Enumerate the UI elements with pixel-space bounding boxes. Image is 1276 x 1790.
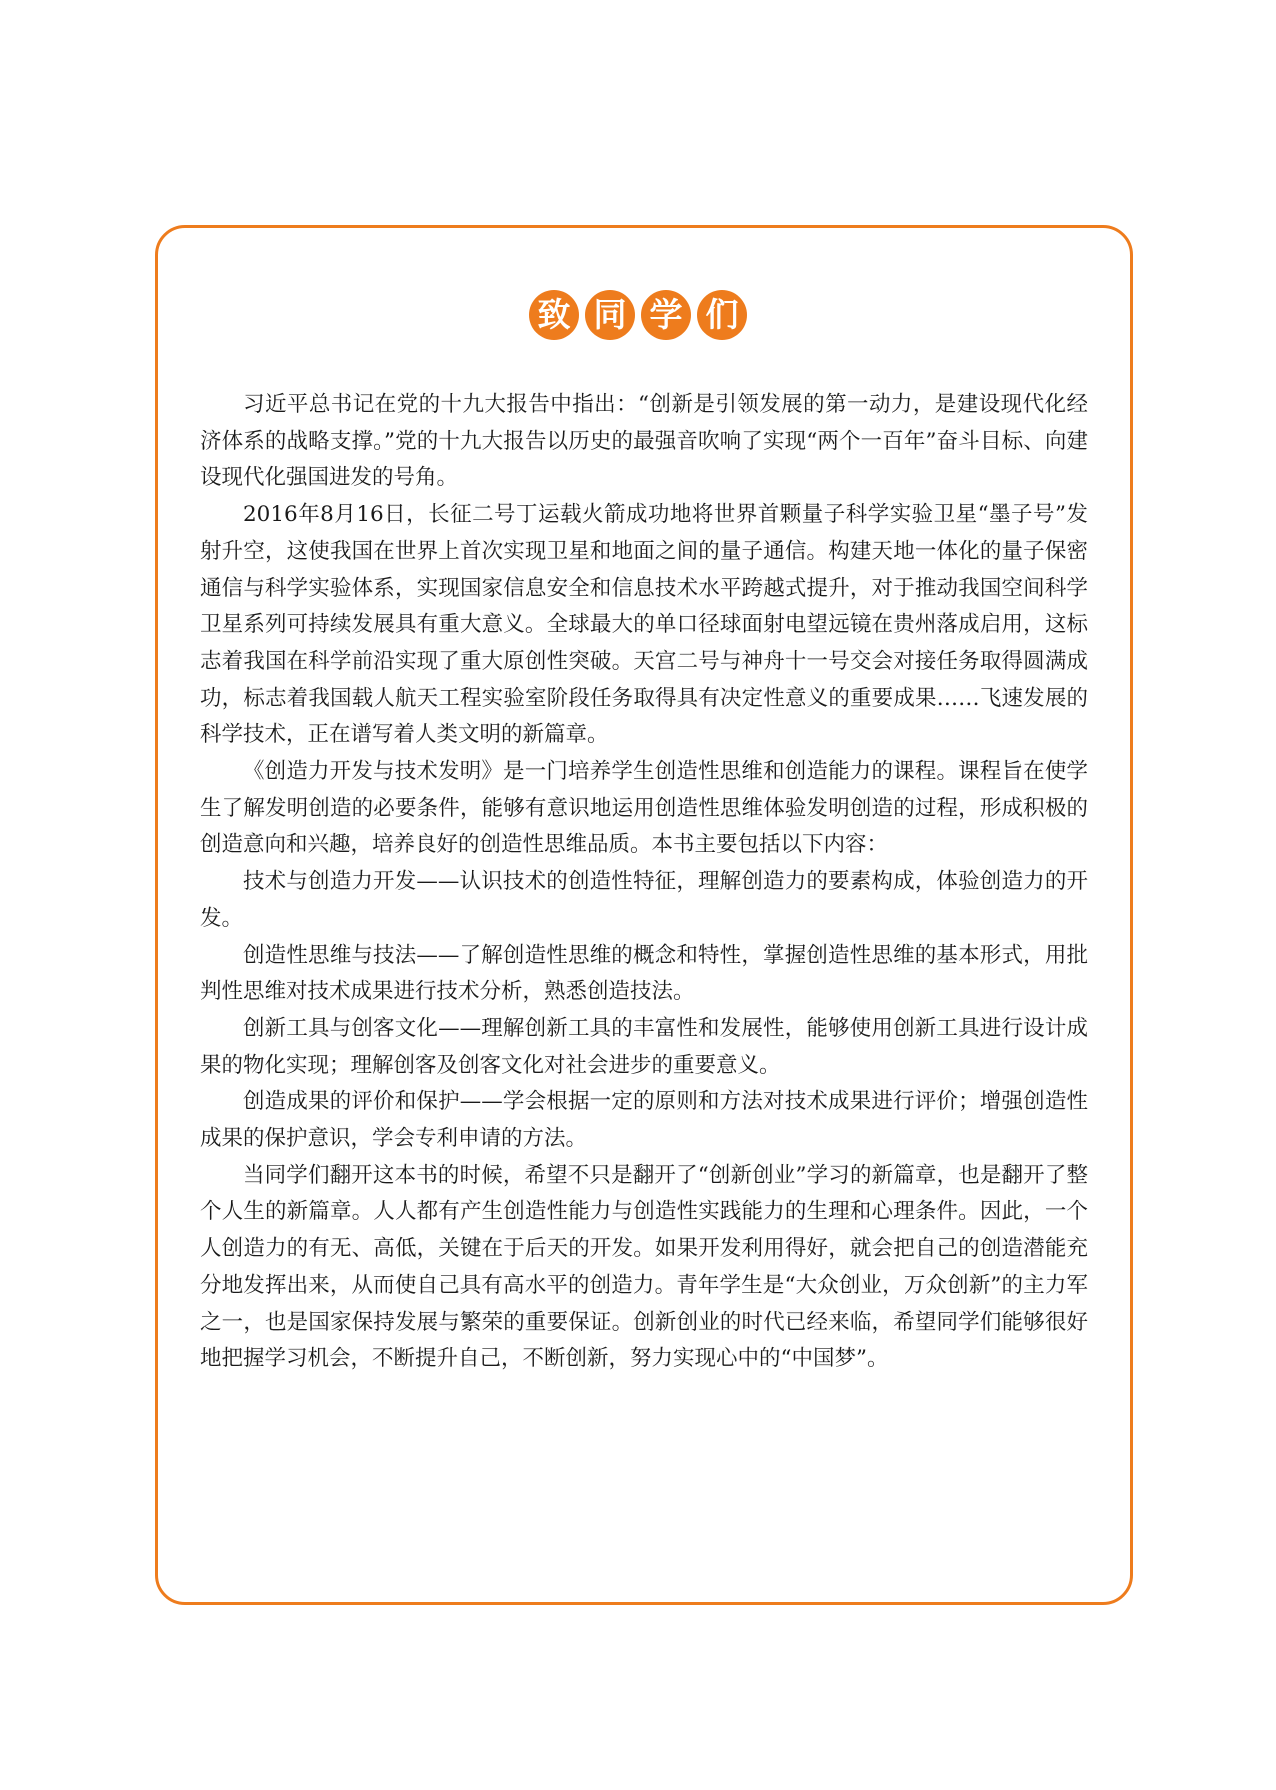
paragraph-topic-2: 创造性思维与技法——了解创造性思维的概念和特性，掌握创造性思维的基本形式，用批判性思维对技术成果进行技术分析，熟悉创造技法。: [200, 942, 1088, 1005]
paragraph-intro: 习近平总书记在党的十九大报告中指出：“创新是引领发展的第一动力，是建设现代化经济体系的战略支撑。”党的十九大报告以历史的最强音吹响了实现“两个一百年”奋斗目标、向建设现代化强国进发的号角。: [200, 392, 1088, 491]
title-char-1: 致: [529, 290, 579, 340]
title-char-3: 学: [641, 290, 691, 340]
title-char-4: 们: [697, 290, 747, 340]
paragraph-closing: 当同学们翻开这本书的时候，希望不只是翻开了“创新创业”学习的新篇章，也是翻开了整个人生的新篇章。人人都有产生创造性能力与创造性实践能力的生理和心理条件。因此，一个人创造力的有无、高低，关键在于后天的开发。如果开发利用得好，就会把自己的创造潜能充分地发挥出来，从而使自己具有高水平的创造力。青年学生是“大众创业，万众创新”的主力军之一，也是国家保持发展与繁荣的重要保证。创新创业的时代已经来临，希望同学们能够很好地把握学习机会，不断提升自己，不断创新，努力实现心中的“中国梦”。: [200, 1162, 1088, 1372]
paragraph-course-overview: 《创造力开发与技术发明》是一门培养学生创造性思维和创造能力的课程。课程旨在使学生了解发明创造的必要条件，能够有意识地运用创造性思维体验发明创造的过程，形成积极的创造意向和兴趣，培养良好的创造性思维品质。本书主要包括以下内容：: [200, 759, 1088, 858]
title-char-2: 同: [585, 290, 635, 340]
page-title: [0, 290, 1276, 340]
paragraph-topic-4: 创造成果的评价和保护——学会根据一定的原则和方法对技术成果进行评价；增强创造性成果的保护意识，学会专利申请的方法。: [200, 1089, 1088, 1152]
paragraph-topic-3: 创新工具与创客文化——理解创新工具的丰富性和发展性，能够使用创新工具进行设计成果的物化实现；理解创客及创客文化对社会进步的重要意义。: [200, 1015, 1088, 1078]
body-text: [200, 387, 1088, 1378]
paragraph-achievements: 2016年8月16日，长征二号丁运载火箭成功地将世界首颗量子科学实验卫星“墨子号”发射升空，这使我国在世界上首次实现卫星和地面之间的量子通信。构建天地一体化的量子保密通信与科学实验体系，实现国家信息安全和信息技术水平跨越式提升，对于推动我国空间科学卫星系列可持续发展具有重大意义。全球最大的单口径球面射电望远镜在贵州落成启用，这标志着我国在科学前沿实现了重大原创性突破。天宫二号与神舟十一号交会对接任务取得圆满成功，标志着我国载人航天工程实验室阶段任务取得具有决定性意义的重要成果……飞速发展的科学技术，正在谱写着人类文明的新篇章。: [200, 502, 1088, 748]
paragraph-topic-1: 技术与创造力开发——认识技术的创造性特征，理解创造力的要素构成，体验创造力的开发。: [200, 869, 1088, 931]
